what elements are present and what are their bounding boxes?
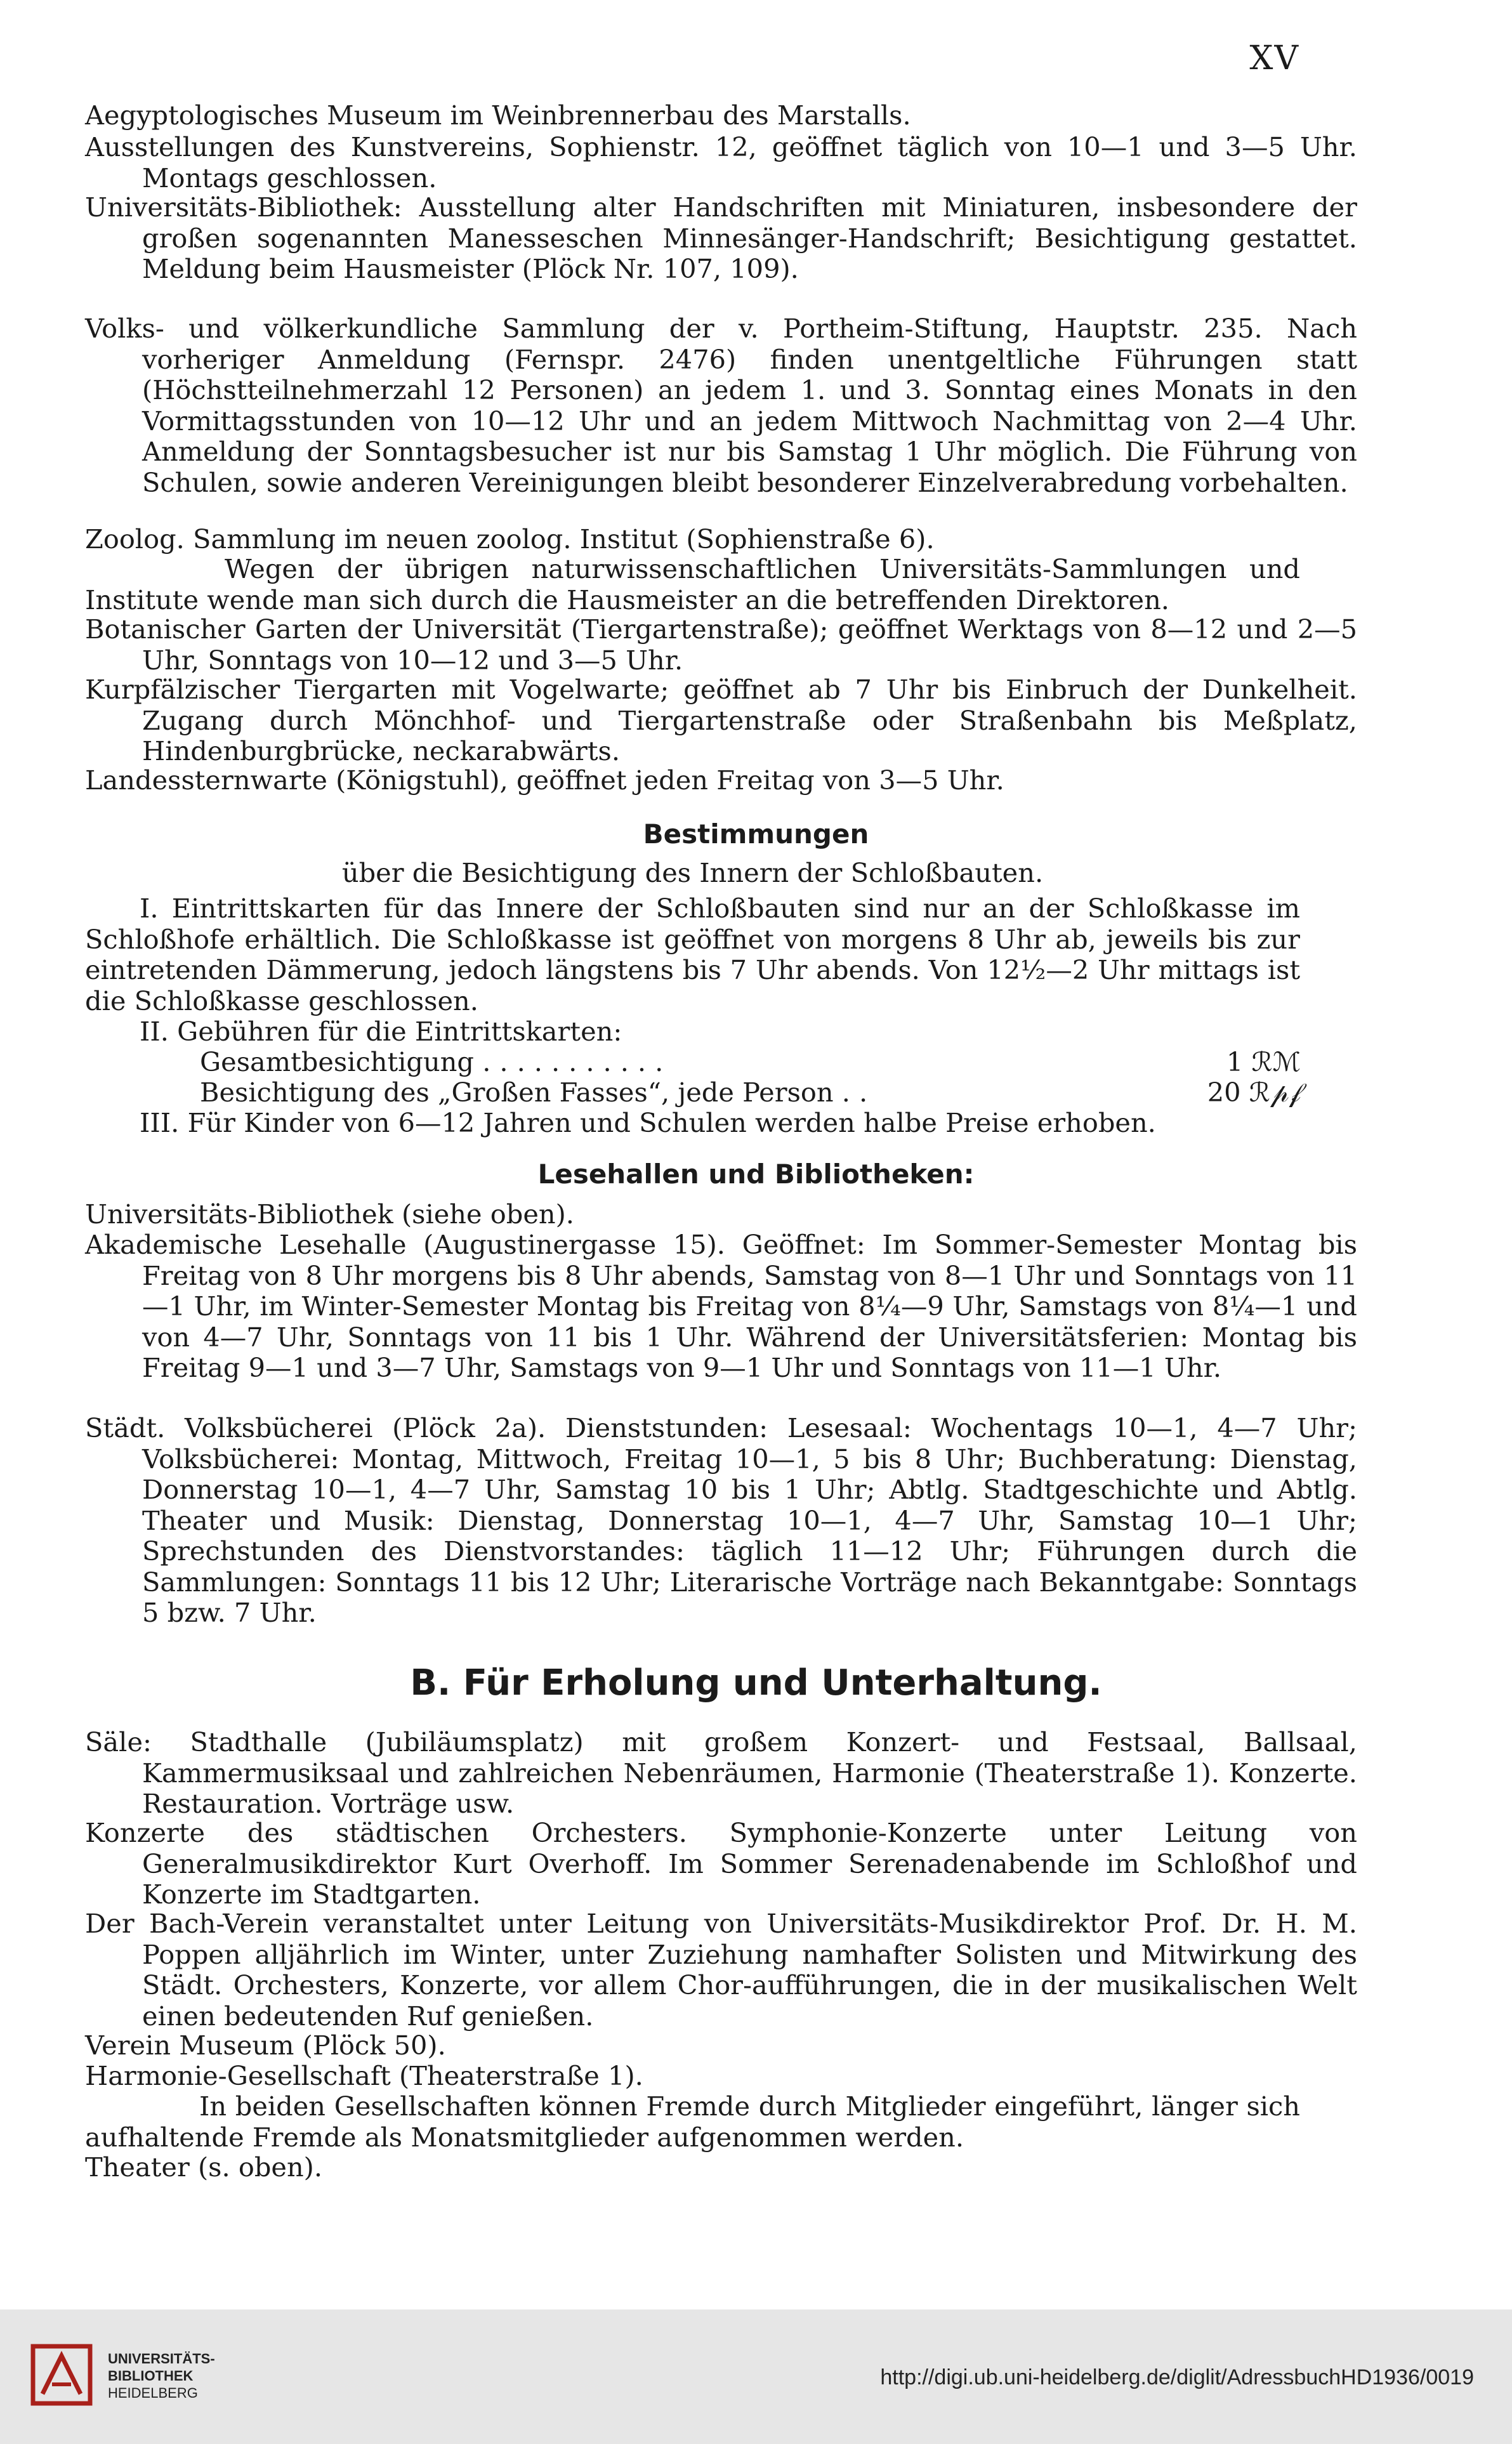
paragraph-kinder-preise: III. Für Kinder von 6—12 Jahren und Schulen werden halbe Preise erhoben.	[140, 1107, 1156, 1138]
fee-label: Besichtigung des „Großen Fasses“, jede Person	[200, 1077, 834, 1108]
subheading-besichtigung: über die Besichtigung des Innern der Schloßbauten.	[341, 857, 1044, 888]
logo-line-2: BIBLIOTHEK	[108, 2368, 194, 2384]
paragraph-kunstverein: Ausstellungen des Kunstvereins, Sophienstr. 12, geöffnet täglich von 10—1 und 3—5 Uhr. Montags geschlossen.	[85, 131, 1357, 194]
paragraph-harmonie-gesellschaft: Harmonie-Gesellschaft (Theaterstraße 1).	[85, 2060, 643, 2091]
heading-lesehallen: Lesehallen und Bibliotheken:	[537, 1159, 975, 1190]
paragraph-volksbuecherei: Städt. Volksbücherei (Plöck 2a). Dienststunden: Lesesaal: Wochentags 10—1, 4—7 Uhr; Volksbücherei: Montag, Mittwoch, Freitag 10—1, 5 bis 8 Uhr; Buchberatung: Dienstag, Donnerstag 10—1, 4—7 Uhr, Samstag 10 bis 1 Uhr; Abtlg. Stadtgeschichte und Abtlg. Theater und Musik: Dienstag, Donnerstag 10—1, 4—7 Uhr, Samstag 10—1 Uhr; Sprechstunden des Dienstvorstandes: täglich 11—12 Uhr; Führungen durch die Sammlungen: Sonntags 11 bis 12 Uhr; Literarische Vorträge nach Bekanntgabe: Sonntags 5 bzw. 7 Uhr.	[85, 1412, 1357, 1628]
paragraph-verein-museum: Verein Museum (Plöck 50).	[85, 2030, 446, 2061]
fee-value: 1 ℛℳ	[1226, 1046, 1301, 1077]
paragraph-eintrittskarten: I. Eintrittskarten für das Innere der Schloßbauten sind nur an der Schloßkasse im Schloßhofe erhältlich. Die Schloßkasse ist geöffnet von morgens 8 Uhr ab, jeweils bis zur eintretenden Dämmerung, jedoch längstens bis 7 Uhr abends. Von 12½—2 Uhr mittags ist die Schloßkasse geschlossen.	[85, 893, 1300, 1016]
fee-label: Gesamtbesichtigung	[200, 1046, 474, 1077]
paragraph-portheim-stiftung: Volks- und völkerkundliche Sammlung der v. Portheim-Stiftung, Hauptstr. 235. Nach vorheriger Anmeldung (Fernspr. 2476) finden unentgeltliche Führungen statt (Höchstteilnehmerzahl 12 Personen) an jedem 1. und 3. Sonntag eines Monats in den Vormittagsstunden von 10—12 Uhr und an jedem Mittwoch Nachmittag von 2—4 Uhr. Anmeldung der Sonntagsbesucher ist nur bis Samstag 1 Uhr möglich. Die Führung von Schulen, sowie anderen Vereinigungen bleibt besonderer Einzelverabredung vorbehalten.	[85, 313, 1357, 498]
library-logo-icon	[27, 2340, 96, 2410]
paragraph-uebrige-sammlungen: Wegen der übrigen naturwissenschaftlichen Universitäts-Sammlungen und Institute wende man sich durch die Hausmeister an die betreffenden Direktoren.	[85, 553, 1300, 615]
paragraph-gebuehren: II. Gebühren für die Eintrittskarten:	[140, 1016, 622, 1047]
fee-leader-dots: ..	[841, 1077, 877, 1108]
fee-value: 20 ℛ𝓅𝒻	[1207, 1077, 1301, 1108]
paragraph-theater: Theater (s. oben).	[85, 2152, 323, 2183]
heading-bestimmungen: Bestimmungen	[643, 818, 869, 850]
heading-erholung: B. Für Erholung und Unterhaltung.	[410, 1662, 1102, 1704]
paragraph-botanischer-garten: Botanischer Garten der Universität (Tiergartenstraße); geöffnet Werktags von 8—12 und 2—5 Uhr, Sonntags von 10—12 und 3—5 Uhr.	[85, 614, 1357, 676]
library-logo-text	[108, 2350, 215, 2401]
paragraph-saele: Säle: Stadthalle (Jubiläumsplatz) mit großem Konzert- und Festsaal, Ballsaal, Kammermusiksaal und zahlreichen Nebenräumen, Harmonie (Theaterstraße 1). Konzerte. Restauration. Vorträge usw.	[85, 1726, 1357, 1819]
logo-line-3: HEIDELBERG	[108, 2385, 198, 2401]
footer-bar	[0, 2309, 1512, 2444]
page-number: XV	[1249, 39, 1299, 77]
paragraph-zoolog-sammlung: Zoolog. Sammlung im neuen zoolog. Institut (Sophienstraße 6).	[85, 523, 935, 555]
paragraph-universitaets-bibliothek: Universitäts-Bibliothek: Ausstellung alter Handschriften mit Miniaturen, insbesondere der großen sogenannten Manesseschen Minnesänger-Handschrift; Besichtigung gestattet. Meldung beim Hausmeister (Plöck Nr. 107, 109).	[85, 192, 1357, 284]
paragraph-bach-verein: Der Bach-Verein veranstaltet unter Leitung von Universitäts-Musikdirektor Prof. Dr. H. M. Poppen alljährlich im Winter, unter Zuziehung namhafter Solisten und Mitwirkung des Städt. Orchesters, Konzerte, vor allem Chor-aufführungen, die in der musikalischen Welt einen bedeutenden Ruf genießen.	[85, 1908, 1357, 2032]
fee-leader-dots: ...........	[482, 1046, 673, 1077]
university-library-logo	[27, 2340, 96, 2410]
fee-row-grosses-fass	[200, 1077, 1301, 1108]
paragraph-tiergarten: Kurpfälzischer Tiergarten mit Vogelwarte; geöffnet ab 7 Uhr bis Einbruch der Dunkelheit. Zugang durch Mönchhof- und Tiergartenstraße oder Straßenbahn bis Meßplatz, Hindenburgbrücke, neckarabwärts.	[85, 674, 1357, 766]
paragraph-ub-siehe-oben: Universitäts-Bibliothek (siehe oben).	[85, 1199, 574, 1230]
paragraph-aegyptologisches-museum: Aegyptologisches Museum im Weinbrennerbau des Marstalls.	[85, 100, 911, 131]
paragraph-gesellschaften-fremde: In beiden Gesellschaften können Fremde durch Mitglieder eingeführt, länger sich aufhaltende Fremde als Monatsmitglieder aufgenommen werden.	[85, 2091, 1300, 2153]
paragraph-akademische-lesehalle: Akademische Lesehalle (Augustinergasse 15). Geöffnet: Im Sommer-Semester Montag bis Freitag von 8 Uhr morgens bis 8 Uhr abends, Samstag von 8—1 Uhr und Sonntags von 11—1 Uhr, im Winter-Semester Montag bis Freitag von 8¼—9 Uhr, Samstags von 8¼—1 und von 4—7 Uhr, Sonntags von 11 bis 1 Uhr. Während der Universitätsferien: Montag bis Freitag 9—1 und 3—7 Uhr, Samstags von 9—1 Uhr und Sonntags von 11—1 Uhr.	[85, 1229, 1357, 1383]
fee-row-gesamtbesichtigung	[200, 1047, 1301, 1078]
source-url-link[interactable]: http://digi.ub.uni-heidelberg.de/diglit/AdressbuchHD1936/0019	[880, 2365, 1474, 2389]
paragraph-konzerte: Konzerte des städtischen Orchesters. Symphonie-Konzerte unter Leitung von Generalmusikdirektor Kurt Overhoff. Im Sommer Serenadenabende im Schloßhof und Konzerte im Stadtgarten.	[85, 1817, 1357, 1910]
logo-line-1: UNIVERSITÄTS-	[108, 2351, 215, 2367]
paragraph-landessternwarte: Landessternwarte (Königstuhl), geöffnet jeden Freitag von 3—5 Uhr.	[85, 765, 1004, 796]
